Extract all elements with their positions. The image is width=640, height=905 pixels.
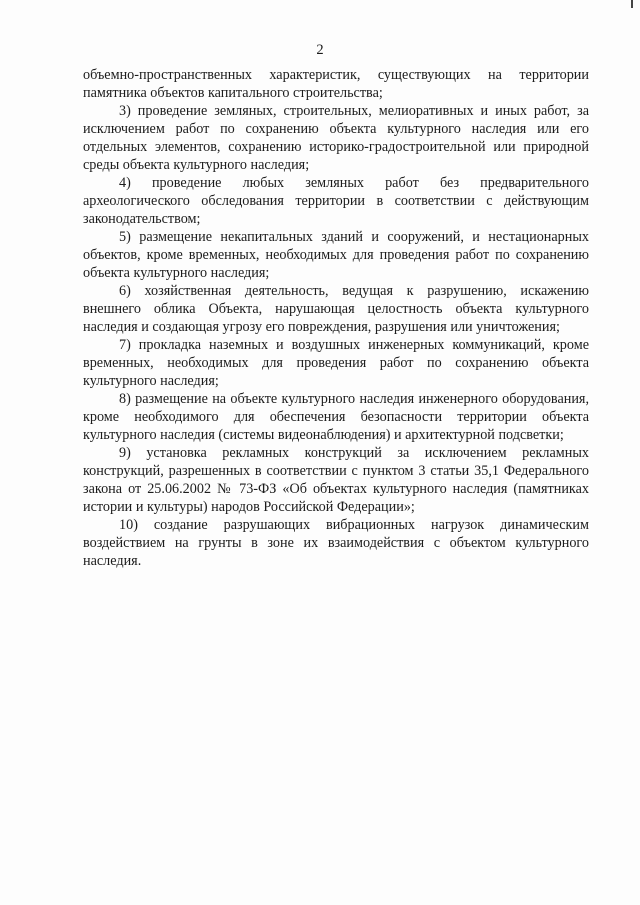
paragraph-item-4: 4) проведение любых земляных работ без предварительного археологического обследования территории в соответствии с действующим законодательством;	[83, 175, 589, 227]
paragraph-continuation: объемно-пространственных характеристик, существующих на территории памятника объектов капитального строительства;	[83, 67, 589, 101]
paragraph-item-5: 5) размещение некапитальных зданий и сооружений, и нестационарных объектов, кроме временных, необходимых для проведения работ по сохранению объекта культурного наследия;	[83, 229, 589, 281]
paragraph-item-6: 6) хозяйственная деятельность, ведущая к разрушению, искажению внешнего облика Объекта, нарушающая целостность объекта культурного наследия и создающая угрозу его повреждения, разрушения или уничтожения;	[83, 283, 589, 335]
paragraph-item-10: 10) создание разрушающих вибрационных нагрузок динамическим воздействием на грунты в зоне их взаимодействия с объектом культурного наследия.	[83, 517, 589, 569]
page-number: 2	[316, 42, 324, 58]
scan-edge-mark	[631, 0, 633, 8]
paragraph-item-9: 9) установка рекламных конструкций за исключением рекламных конструкций, разрешенных в соответствии с пунктом 3 статьи 35,1 Федерального закона от 25.06.2002 № 73-ФЗ «Об объектах культурного наследия (памятниках истории и культуры) народов Российской Федерации»;	[83, 445, 589, 515]
paragraph-item-8: 8) размещение на объекте культурного наследия инженерного оборудования, кроме необходимого для обеспечения безопасности территории объекта культурного наследия (системы видеонаблюдения) и архитектурной подсветки;	[83, 391, 589, 443]
paragraph-item-3: 3) проведение земляных, строительных, мелиоративных и иных работ, за исключением работ по сохранению объекта культурного наследия или его отдельных элементов, сохранению историко-градостроительной или природной среды объекта культурного наследия;	[83, 103, 589, 173]
document-body	[83, 66, 589, 570]
paragraph-item-7: 7) прокладка наземных и воздушных инженерных коммуникаций, кроме временных, необходимых для проведения работ по сохранению объекта культурного наследия;	[83, 337, 589, 389]
